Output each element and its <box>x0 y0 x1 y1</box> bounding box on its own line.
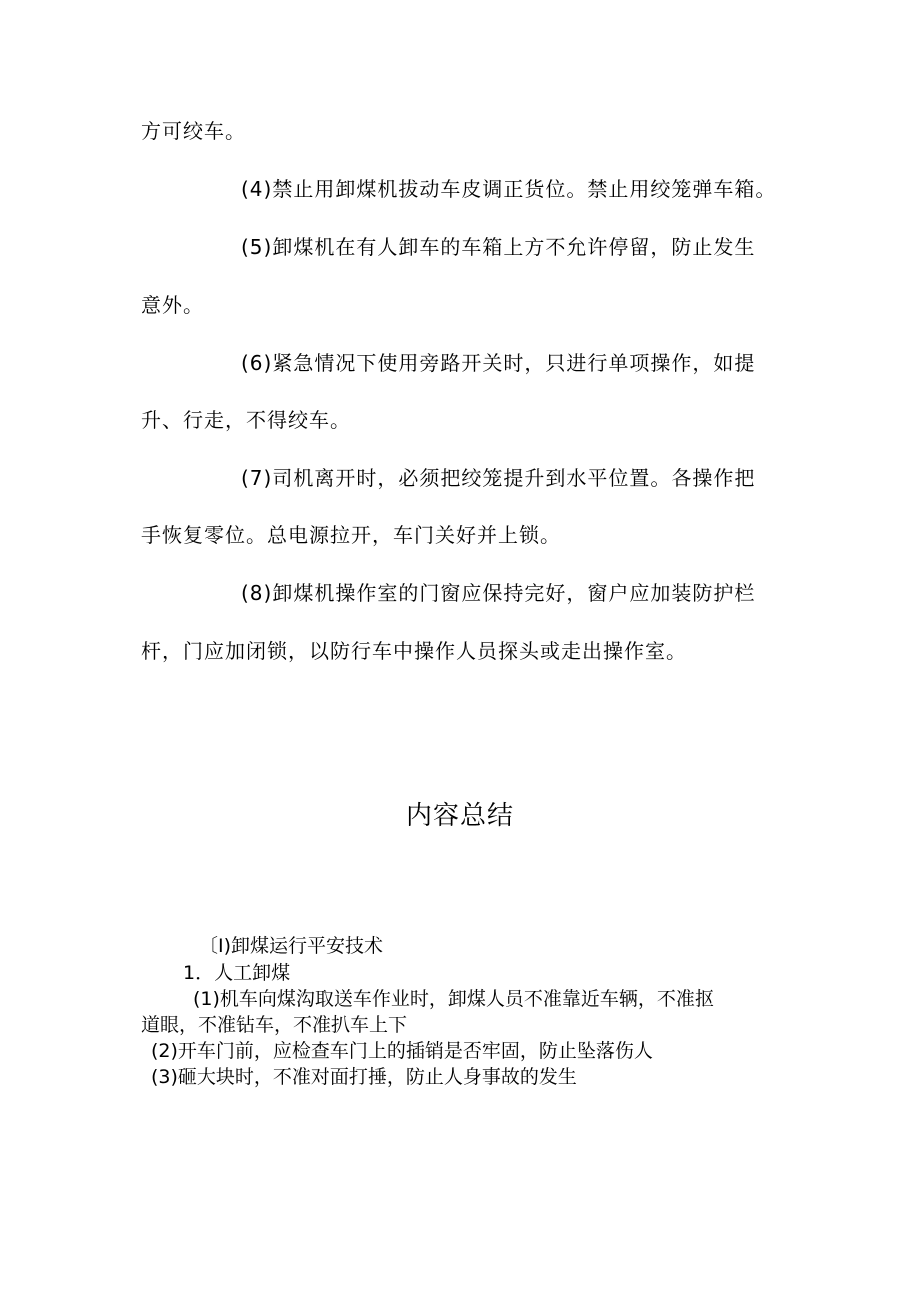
body-line: 升、行走，不得绞车。 <box>141 408 351 432</box>
body-line: (5)卸煤机在有人卸车的车箱上方不允许停留，防止发生 <box>241 235 756 259</box>
body-line: (4)禁止用卸煤机拔动车皮调正货位。禁止用绞笼弹车箱。 <box>241 177 777 201</box>
summary-line: (1)机车向煤沟取送车作业时，卸煤人员不准靠近车辆，不准抠 <box>193 988 714 1010</box>
body-line: (7)司机离开时，必须把绞笼提升到水平位置。各操作把 <box>241 466 756 490</box>
body-line: 杆，门应加闭锁，以防行车中操作人员探头或走出操作室。 <box>141 639 687 663</box>
summary-title: 内容总结 <box>405 801 514 831</box>
body-line: 方可绞车。 <box>141 119 246 143</box>
summary-line: 道眼，不准钻车，不准扒车上下 <box>141 1014 408 1036</box>
body-line: (8)卸煤机操作室的门窗应保持完好，窗户应加装防护栏 <box>241 581 756 605</box>
summary-line: (2)开车门前，应检查车门上的插销是否牢固，防止坠落伤人 <box>151 1040 653 1062</box>
body-line: 意外。 <box>141 293 204 317</box>
body-line: 手恢复零位。总电源拉开，车门关好并上锁。 <box>141 523 561 547</box>
summary-line: 1．人工卸煤 <box>183 962 291 984</box>
summary-line: (3)砸大块时，不准对面打捶，防止人身事故的发生 <box>151 1066 577 1088</box>
summary-line: 〔I)卸煤运行平安技术 <box>199 935 384 957</box>
body-line: (6)紧急情况下使用旁路开关时，只进行单项操作，如提 <box>241 351 756 375</box>
